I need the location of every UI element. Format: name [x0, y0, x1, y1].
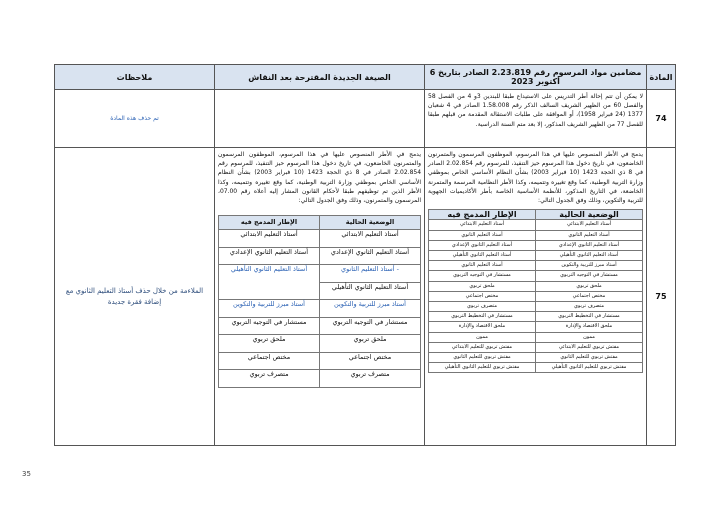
- current-position-cell: متصرف تربوي: [320, 370, 421, 388]
- inner-table-row: [429, 322, 643, 332]
- header-notes: ملاحظات: [55, 65, 215, 90]
- article-note: تم حذف هذه المادة: [55, 90, 215, 148]
- current-position-cell: ملحق تربوي: [320, 335, 421, 353]
- current-position-cell: مفتش تربوي للتعليم الثانوي التأهيلي: [536, 363, 643, 373]
- integrated-grade-cell: مستشار في التخطيط التربوي: [429, 312, 536, 322]
- current-position-cell: - أستاذ التعليم الثانوي: [320, 265, 421, 283]
- integrated-grade-cell: ممون: [429, 332, 536, 342]
- inner-table-row: [429, 353, 643, 363]
- current-position-cell: ممون: [536, 332, 643, 342]
- integrated-grade-cell: مفتش تربوي للتعليم الثانوي التأهيلي: [429, 363, 536, 373]
- new-wording: [215, 148, 425, 446]
- current-position-cell: ملحق الاقتصاد والإدارة: [536, 322, 643, 332]
- current-position-cell: مختص اجتماعي: [320, 352, 421, 370]
- current-position-cell: مفتش تربوي للتعليم الثانوي: [536, 353, 643, 363]
- current-position-cell: أستاذ التعليم الثانوي التأهيلي: [320, 282, 421, 300]
- inner-table-row: [429, 332, 643, 342]
- article-number: 75: [647, 148, 676, 446]
- integrated-grade-cell: أستاذ التعليم الثانوي الإعدادي: [219, 247, 320, 265]
- current-position-cell: أستاذ التعليم الثانوي الإعدادي: [320, 247, 421, 265]
- integrated-grade-cell: أستاذ التعليم الثانوي: [429, 261, 536, 271]
- current-position-cell: أستاذ التعليم الثانوي الإعدادي: [536, 240, 643, 250]
- inner-table-row: [429, 240, 643, 250]
- integrated-grade-cell: ملحق تربوي: [429, 281, 536, 291]
- inner-table-row: [429, 230, 643, 240]
- inner-table-row: [219, 247, 421, 265]
- inner-table-row: [219, 317, 421, 335]
- article-row-74: [55, 90, 676, 148]
- inner-table-row: [219, 352, 421, 370]
- header-decree-content: مضامين مواد المرسوم رقم 2.23.819 الصادر بتاريخ 6 أكتوبر 2023: [425, 65, 647, 90]
- integrated-grade-cell: مستشار في التوجيه التربوي: [219, 317, 320, 335]
- integrated-grade-cell: ملحق الاقتصاد والإدارة: [429, 322, 536, 332]
- inner-table-row: [429, 251, 643, 261]
- inner-table-row: [219, 335, 421, 353]
- current-position-cell: مستشار في التخطيط التربوي: [536, 312, 643, 322]
- integrated-grade-cell: متصرف تربوي: [429, 302, 536, 312]
- integrated-grade-cell: أستاذ التعليم الثانوي التأهيلي: [429, 251, 536, 261]
- article-row-75: [55, 148, 676, 446]
- inner-table-row: [429, 220, 643, 230]
- integrated-grade-cell: ملحق تربوي: [219, 335, 320, 353]
- inner-table-row: [429, 261, 643, 271]
- integration-table-proposed: [218, 215, 421, 388]
- article-content-text: يدمج في الأطر المنصوص عليها في هذا المرسوم، الموظفون المرسمون والمتمرنون الخاضعون، في تاريخ دخول هذا المرسوم حيز التنفيذ، للمرسوم رقم 2.02.854 الصادر في 8 ذي الحجة 1423 (10 فبراير 2003) بشأن النظام الأساسي الخاص بموظفي وزارة التربية الوطنية، كما وقع تغييره وتتميمه، وكذا الأطر النظامية المرسمة والمتمرنة الخاضعة، في التاريخ المذكور، للأنظمة الأساسية الخاصة بأطر الأكاديميات الجهوية للتربية والتكوين، وذلك وفق الجدول التالي:: [428, 151, 643, 205]
- inner-table-row: [429, 281, 643, 291]
- inner-table-row: [219, 370, 421, 388]
- current-position-cell: أستاذ مبرز للتربية والتكوين: [320, 300, 421, 318]
- inner-table-row: [429, 363, 643, 373]
- integrated-grade-cell: أستاذ التعليم الثانوي التأهيلي: [219, 265, 320, 300]
- integrated-grade-cell: مختص اجتماعي: [429, 291, 536, 301]
- current-position-cell: أستاذ التعليم الثانوي التأهيلي: [536, 251, 643, 261]
- page-number: 35: [22, 470, 31, 478]
- current-position-cell: مستشار في التوجيه التربوي: [536, 271, 643, 281]
- current-position-cell: ملحق تربوي: [536, 281, 643, 291]
- inner-header-current: الوضعية الحالية: [536, 210, 643, 220]
- current-position-cell: أستاذ مبرز للتربية والتكوين: [536, 261, 643, 271]
- document-page: [55, 64, 676, 446]
- inner-header-integrated: الإطار المدمج فيه: [219, 216, 320, 230]
- integrated-grade-cell: أستاذ مبرز للتربية والتكوين: [219, 300, 320, 318]
- integrated-grade-cell: أستاذ التعليم الثانوي الإعدادي: [429, 240, 536, 250]
- article-content: [425, 148, 647, 446]
- integrated-grade-cell: مفتش تربوي للتعليم الابتدائي: [429, 342, 536, 352]
- inner-header-current: الوضعية الحالية: [320, 216, 421, 230]
- current-position-cell: متصرف تربوي: [536, 302, 643, 312]
- new-wording-text: يدمج في الأطر المنصوص عليها في هذا المرسوم، الموظفون المرسمون والمتمرنون الخاضعون، في تاريخ دخول هذا المرسوم حيز التنفيذ، للمرسوم رقم 2.02.854 الصادر في 8 ذي الحجة 1423 (10 فبراير 2003) بشأن النظام الأساسي الخاص بموظفي وزارة التربية الوطنية، كما وقع تغييره وتتميمه، وكذا الأطر الذين تم توظيفهم طبقا لأحكام القانون المشار إليه أعلاه رقم 07.00، المرسمون والمتمرنون، وذلك وفق الجدول التالي:: [218, 151, 422, 205]
- article-number: 74: [647, 90, 676, 148]
- header-article: المادة: [647, 65, 676, 90]
- inner-header-integrated: الإطار المدمج فيه: [429, 210, 536, 220]
- integrated-grade-cell: مختص اجتماعي: [219, 352, 320, 370]
- inner-table-row: [429, 271, 643, 281]
- inner-table-row: [429, 312, 643, 322]
- inner-table-row: [429, 302, 643, 312]
- table-header-row: [55, 65, 676, 90]
- current-position-cell: أستاذ التعليم الابتدائي: [536, 220, 643, 230]
- inner-table-row: [429, 342, 643, 352]
- integrated-grade-cell: مفتش تربوي للتعليم الثانوي: [429, 353, 536, 363]
- inner-table-row: [219, 300, 421, 318]
- article-note: الملاءمة من خلال حذف أستاذ التعليم الثانوي مع إضافة فقرة جديدة: [55, 148, 215, 446]
- header-new-wording: الصيغة الجديدة المقترحة بعد النقاش: [215, 65, 425, 90]
- inner-table-row: [219, 265, 421, 283]
- integrated-grade-cell: أستاذ التعليم الثانوي: [429, 230, 536, 240]
- articles-table: [54, 64, 676, 446]
- current-position-cell: أستاذ التعليم الثانوي: [536, 230, 643, 240]
- integrated-grade-cell: أستاذ التعليم الابتدائي: [429, 220, 536, 230]
- article-content: لا يمكن أن تتم إحالة أطر التدريس على الاستيداع طبقا للبندين 3و 4 من الفصل 58 والفصل 60 من الظهير الشريف السالف الذكر رقم 1.58.008 الصادر في 4 شعبان 1377 (24 فبراير 1958)، أو الموافقة على طلبات الاستقالة المقدمة من قبلهم طبقا للفصل 77 من الظهير الشريف المذكور، إلا بعد متم السنة الدراسية.: [425, 90, 647, 148]
- inner-table-row: [219, 230, 421, 248]
- inner-table-row: [429, 291, 643, 301]
- integrated-grade-cell: متصرف تربوي: [219, 370, 320, 388]
- new-wording: [215, 90, 425, 148]
- integrated-grade-cell: أستاذ التعليم الابتدائي: [219, 230, 320, 248]
- current-position-cell: مختص اجتماعي: [536, 291, 643, 301]
- current-position-cell: مستشار في التوجيه التربوي: [320, 317, 421, 335]
- current-position-cell: مفتش تربوي للتعليم الابتدائي: [536, 342, 643, 352]
- integration-table-original: [428, 209, 643, 373]
- integrated-grade-cell: مستشار في التوجيه التربوي: [429, 271, 536, 281]
- current-position-cell: أستاذ التعليم الابتدائي: [320, 230, 421, 248]
